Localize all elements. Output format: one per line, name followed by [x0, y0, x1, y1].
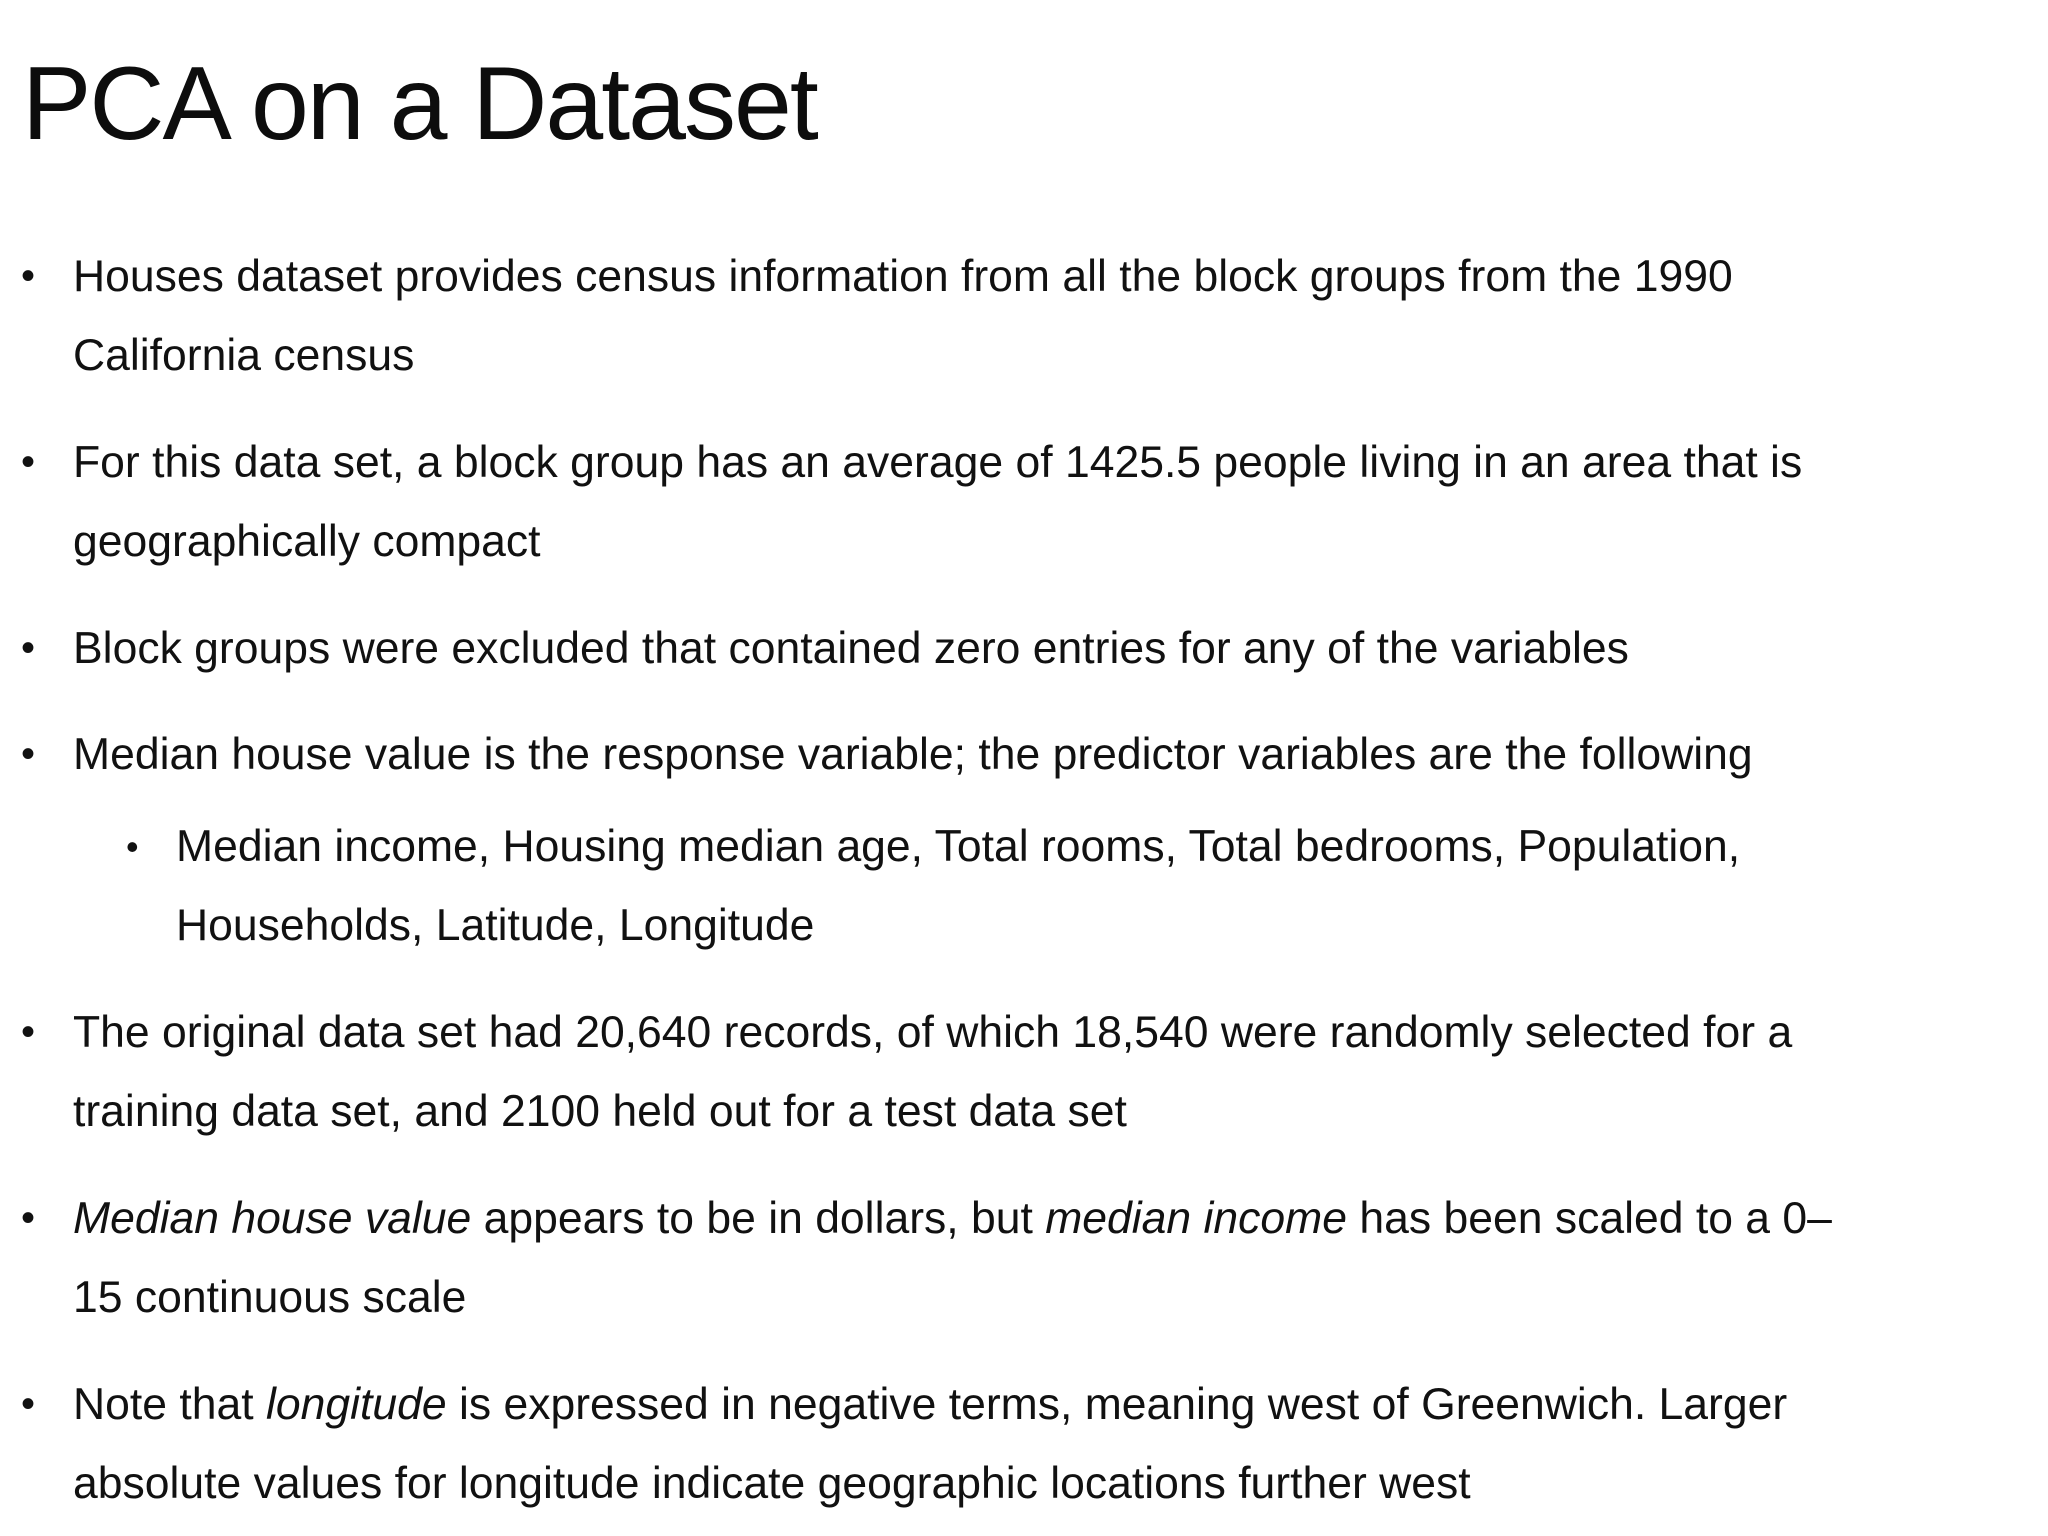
emphasis-text: median income — [1045, 1194, 1347, 1243]
bullet-dot: • — [21, 732, 36, 776]
emphasis-text: longitude — [265, 1380, 447, 1429]
bullet-item — [21, 423, 2033, 581]
bullet-text-segment: is expressed in negative terms, meaning west of Greenwich. Larger — [446, 1380, 1788, 1429]
bullet-text: Block groups were excluded that contained zero entries for any of the variables — [73, 624, 1629, 673]
bullet-dot: • — [126, 826, 139, 867]
emphasis-text: Median house value — [73, 1194, 472, 1243]
bullet-text: Households, Latitude, Longitude — [176, 901, 815, 950]
bullet-text: Median income, Housing median age, Total rooms, Total bedrooms, Population, — [176, 822, 1741, 871]
bullet-text: 15 continuous scale — [73, 1273, 467, 1322]
bullet-item — [21, 1179, 2033, 1337]
bullet-text — [73, 1179, 2033, 1258]
bullet-dot: • — [21, 626, 36, 670]
bullet-text: California census — [73, 331, 415, 380]
bullet-text: geographically compact — [73, 517, 541, 566]
bullet-dot: • — [21, 1382, 36, 1426]
slide-title: PCA on a Dataset — [22, 46, 817, 162]
bullet-text-segment: has been scaled to a 0– — [1347, 1194, 1832, 1243]
bullet-item — [21, 237, 2033, 395]
bullet-text — [73, 1365, 2033, 1444]
bullet-dot: • — [21, 1010, 36, 1054]
bullet-text: Median house value is the response variable; the predictor variables are the following — [73, 730, 1753, 779]
bullet-text: Houses dataset provides census information from all the block groups from the 1990 — [73, 252, 1733, 301]
bullet-item — [21, 1365, 2033, 1523]
bullet-item — [21, 715, 2033, 794]
bullet-text: The original data set had 20,640 records, of which 18,540 were randomly selected for a — [73, 1008, 1793, 1057]
bullet-text: absolute values for longitude indicate geographic locations further west — [73, 1459, 1471, 1508]
bullet-item — [21, 609, 2033, 688]
sub-bullet-item — [126, 807, 2036, 965]
bullet-text-segment: Note that — [73, 1380, 266, 1429]
bullet-dot: • — [21, 1196, 36, 1240]
bullet-text-segment: appears to be in dollars, but — [471, 1194, 1046, 1243]
bullet-dot: • — [21, 440, 36, 484]
bullet-text: training data set, and 2100 held out for a test data set — [73, 1087, 1127, 1136]
bullet-text: For this data set, a block group has an average of 1425.5 people living in an area that is — [73, 438, 1803, 487]
bullet-dot: • — [21, 254, 36, 298]
bullet-item — [21, 993, 2033, 1151]
